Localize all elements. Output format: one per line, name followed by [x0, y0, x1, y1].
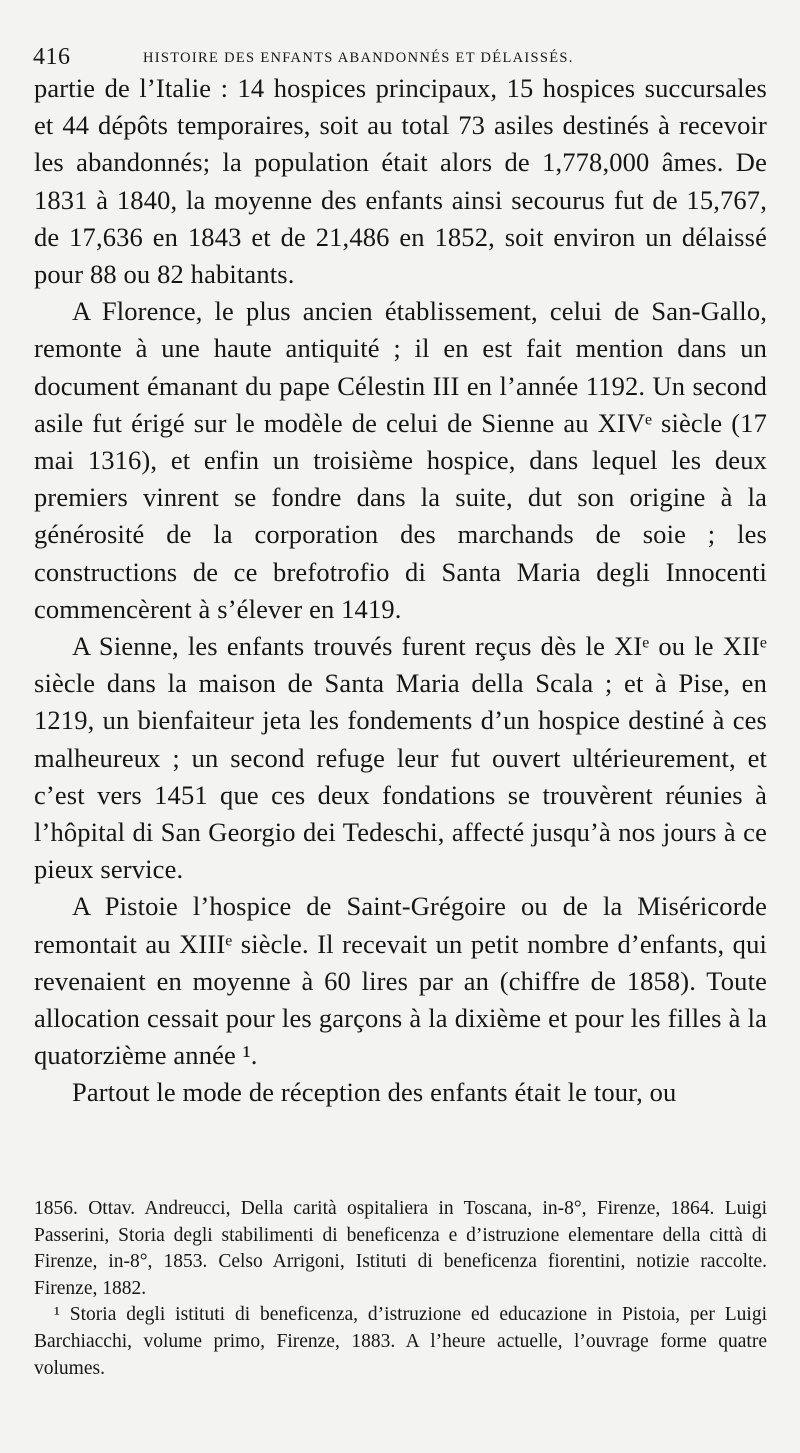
paragraph-sienne: A Sienne, les enfants trouvés furent reçus dès le XIᵉ ou le XIIᵉ siècle dans la maison de Santa Maria della Scala ; et à Pise, en 1219, un bienfaiteur jeta les fondements d’un hospice destiné à ces malheureux ; un second refuge leur fut ouvert ultérieurement, et c’est vers 1451 que ces deux fondations se trouvèrent réunies à l’hôpital di San Georgio dei Tedeschi, affecté jusqu’à nos jours à ce pieux service.: [34, 631, 767, 885]
paragraph-pistoie: A Pistoie l’hospice de Saint-Grégoire ou de la Miséricorde remontait au XIIIᵉ siècle. Il recevait un petit nombre d’enfants, qui revenaient en moyenne à 60 lires par an (chiffre de 1858). Toute allocation cessait pour les garçons à la dixième et pour les filles à la quatorzième année ¹.: [34, 891, 767, 1071]
body-text: [34, 70, 767, 1112]
footnote-1: ¹ Storia degli istituti di beneficenza, d’istruzione ed educazione in Pistoia, per Luigi Barchiacchi, volume primo, Firenze, 1883. A l’heure actuelle, l’ouvrage forme quatre volumes.: [34, 1304, 767, 1379]
footnote-continuation: 1856. Ottav. Andreucci, Della carità ospitaliera in Toscana, in-8°, Firenze, 1864. Luigi Passerini, Storia degli stabilimenti di beneficenza e d’istruzione elementare della città di Firenze, in-8°, 1853. Celso Arrigoni, Istituti di beneficenza fiorentini, notizie raccolte. Firenze, 1882.: [34, 1198, 767, 1299]
paragraph-continuation: partie de l’Italie : 14 hospices principaux, 15 hospices succursales et 44 dépôts temporaires, soit au total 73 asiles destinés à recevoir les abandonnés; la population était alors de 1,778,000 âmes. De 1831 à 1840, la moyenne des enfants ainsi secourus fut de 15,767, de 17,636 en 1843 et de 21,486 en 1852, soit environ un délaissé pour 88 ou 82 habitants.: [34, 73, 767, 290]
paragraph-florence: A Florence, le plus ancien établissement, celui de San-Gallo, remonte à une haute antiquité ; il en est fait mention dans un document émanant du pape Célestin III en l’année 1192. Un second asile fut érigé sur le modèle de celui de Sienne au XIVᵉ siècle (17 mai 1316), et enfin un troisième hospice, dans lequel les deux premiers vinrent se fondre dans la suite, dut son origine à la générosité de la corporation des marchands de soie ; les constructions de ce brefotrofio di Santa Maria degli Innocenti commencèrent à s’élever en 1419.: [34, 296, 767, 624]
paragraph-partout: Partout le mode de réception des enfants était le tour, ou: [72, 1077, 677, 1108]
footnotes: [34, 1196, 767, 1382]
page-number: 416: [33, 44, 71, 70]
running-title: HISTOIRE DES ENFANTS ABANDONNÉS ET DÉLAISSÉS.: [143, 50, 574, 66]
